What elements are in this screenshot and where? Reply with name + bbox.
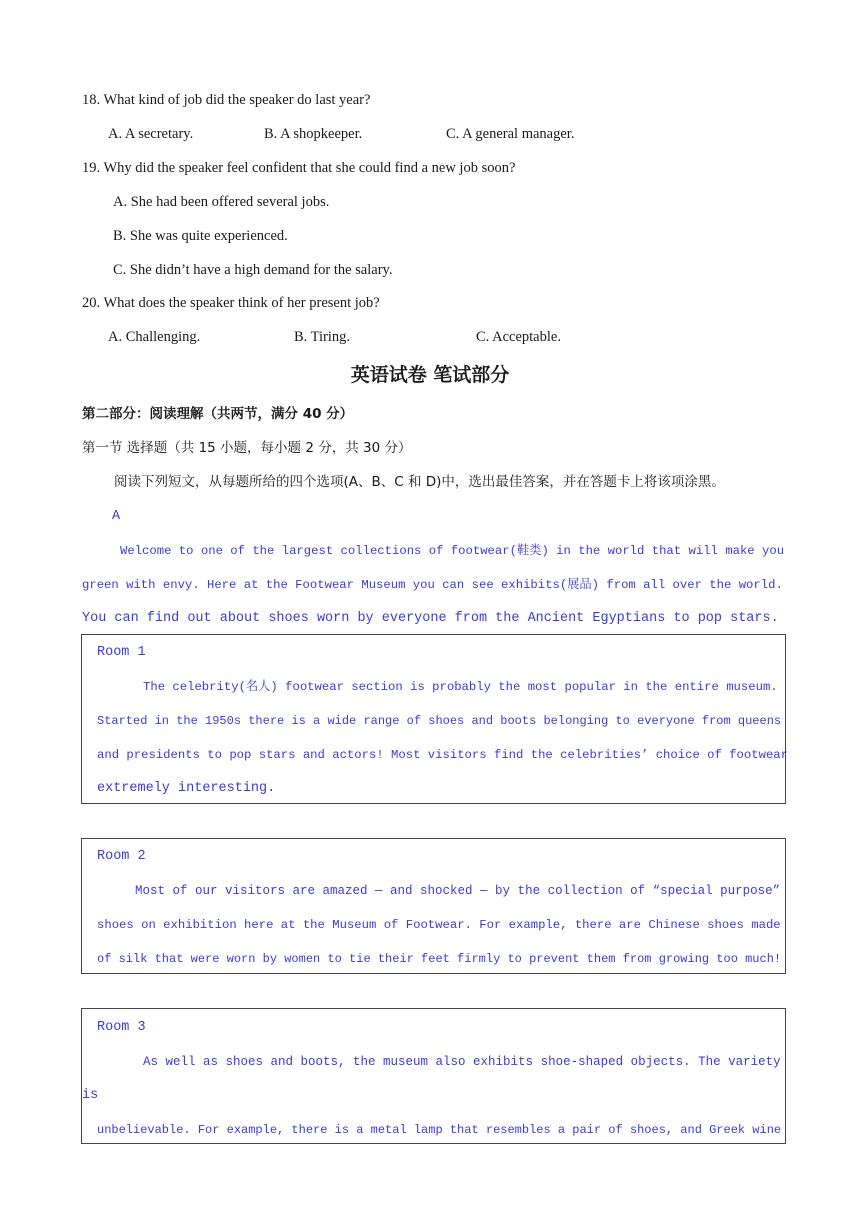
question-20: 20. What does the speaker think of her present job? xyxy=(82,295,380,311)
passage-letter: A xyxy=(112,509,121,524)
room-1-line-1: The celebrity(名人) footwear section is probably the most popular in the entire museum. xyxy=(143,680,778,694)
room-1-label: Room 1 xyxy=(97,645,146,660)
room-3-line-1: As well as shoes and boots, the museum also exhibits shoe-shaped objects. The variety xyxy=(143,1055,781,1069)
intro-line-1: Welcome to one of the largest collections of footwear(鞋类) in the world that will make you xyxy=(120,544,785,558)
q18-option-b: B. A shopkeeper. xyxy=(264,126,363,142)
room-2-line-2: shoes on exhibition here at the Museum of Footwear. For example, there are Chinese shoes made xyxy=(97,918,781,932)
intro-line-3: You can find out about shoes worn by everyone from the Ancient Egyptians to pop stars. xyxy=(82,611,779,626)
room-1-line-4: extremely interesting. xyxy=(97,781,276,796)
section1-heading: 第一节 选择题（共 15 小题，每小题 2 分，共 30 分） xyxy=(82,440,412,456)
instructions: 阅读下列短文，从每题所给的四个选项(A、B、C 和 D)中，选出最佳答案，并在答题卡上将该项涂黑。 xyxy=(114,474,725,490)
q20-option-c: C. Acceptable. xyxy=(476,329,561,345)
room-1-line-2: Started in the 1950s there is a wide range of shoes and boots belonging to everyone from queens xyxy=(97,714,782,728)
room-3-line-2: is xyxy=(82,1088,99,1103)
q20-option-a: A. Challenging. xyxy=(108,329,201,345)
intro-line-2: green with envy. Here at the Footwear Museum you can see exhibits(展品) from all over the world. xyxy=(82,578,783,592)
room-2-label: Room 2 xyxy=(97,849,146,864)
q20-option-b: B. Tiring. xyxy=(294,329,351,345)
room-1-line-3: and presidents to pop stars and actors! Most visitors find the celebrities’ choice of footwear xyxy=(97,748,789,762)
q18-option-c: C. A general manager. xyxy=(446,126,575,142)
question-19: 19. Why did the speaker feel confident that she could find a new job soon? xyxy=(82,160,516,176)
q19-option-a: A. She had been offered several jobs. xyxy=(113,194,330,210)
room-3-line-3: unbelievable. For example, there is a metal lamp that resembles a pair of shoes, and Greek wine xyxy=(97,1123,782,1137)
q18-option-a: A. A secretary. xyxy=(108,126,194,142)
part2-heading: 第二部分：阅读理解（共两节，满分 40 分） xyxy=(82,406,354,422)
written-section-title: 英语试卷 笔试部分 xyxy=(350,364,510,386)
room-3-label: Room 3 xyxy=(97,1020,146,1035)
q19-option-b: B. She was quite experienced. xyxy=(113,228,288,244)
room-2-line-3: of silk that were worn by women to tie their feet firmly to prevent them from growing too much! xyxy=(97,952,782,966)
room-2-line-1: Most of our visitors are amazed — and shocked — by the collection of “special purpose” xyxy=(135,884,781,898)
question-18: 18. What kind of job did the speaker do last year? xyxy=(82,92,371,108)
q19-option-c: C. She didn’t have a high demand for the salary. xyxy=(113,262,393,278)
